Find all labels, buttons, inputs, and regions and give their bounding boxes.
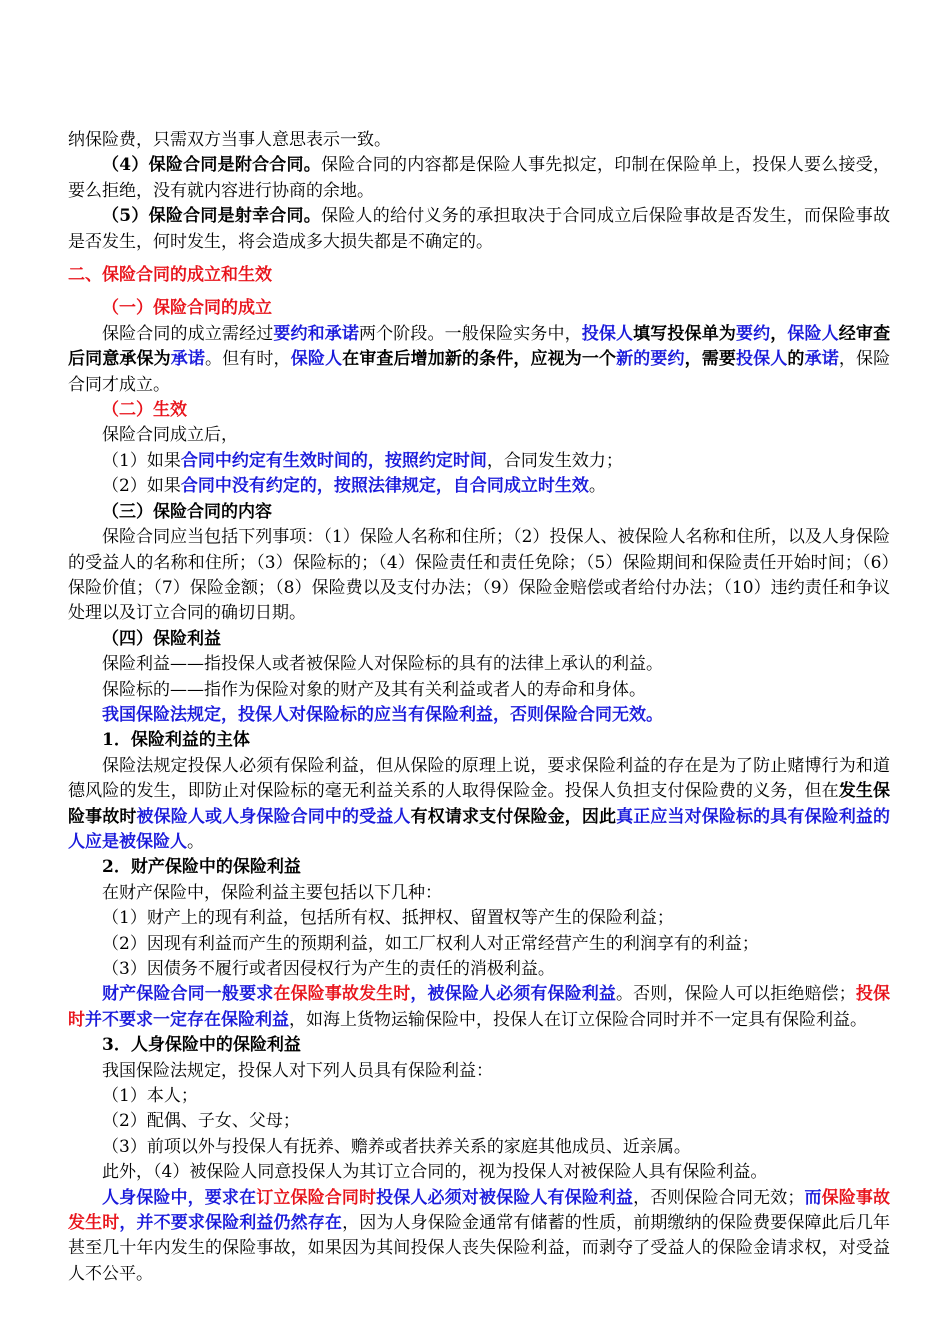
text-run: ，否则保险合同无效；	[633, 1187, 805, 1208]
text-run: 。否则，保险人可以拒绝赔偿；	[616, 984, 856, 1005]
text-run: ，因为人身保险金通常有储蓄的性质，前期缴纳的保险费要保障此后几年甚至几十年内发生的保险事故，如果因为其间投保人丧失保险利益，而剥夺了受益人的保险金请求权，对受益人不公平。	[68, 1213, 891, 1284]
text-run: （1）如果	[102, 450, 181, 471]
paragraph	[68, 153, 890, 204]
paragraph	[68, 932, 890, 957]
text-run: （1）本人；	[102, 1086, 198, 1107]
text-run: 。	[187, 831, 204, 852]
text-run: 真正应当对保险标的具有保险利益的人应是被保险人	[68, 806, 891, 852]
paragraph	[68, 982, 890, 1033]
text-run: ，合同发生效力；	[486, 450, 623, 471]
text-run: （四）保险利益	[102, 628, 221, 649]
paragraph	[68, 627, 890, 652]
text-run: 要约	[735, 323, 771, 344]
text-run: 合同中没有约定的，按照法律规定，自合同成立时生效	[180, 476, 589, 497]
text-run: 。但有时，	[205, 349, 291, 370]
text-run: 财产保险合同一般要求	[102, 984, 274, 1005]
paragraph	[68, 449, 890, 474]
text-run: 订立保险合同时	[256, 1187, 377, 1208]
text-run: 我国保险法规定，投保人对下列人员具有保险利益：	[102, 1060, 493, 1081]
text-run: （3）因债务不履行或者因侵权行为产生的责任的消极利益。	[102, 959, 555, 979]
text-run: 在保险事故发生时	[273, 984, 411, 1005]
paragraph	[68, 728, 890, 753]
text-run: （2）如果	[102, 476, 181, 497]
text-run: 经审查后同意承保为	[68, 323, 891, 370]
paragraph	[68, 474, 890, 499]
paragraph	[68, 525, 890, 627]
text-run: 1．保险利益的主体	[102, 730, 250, 751]
paragraph	[68, 906, 890, 931]
text-run: 保险合同的内容都是保险人事先拟定，印制在保险单上，投保人要么接受，要么拒绝，没有就内容进行协商的余地。	[68, 155, 891, 201]
paragraph	[68, 678, 890, 703]
paragraph	[68, 322, 890, 398]
text-run: 合同中约定有生效时间的，按照约定时间	[180, 450, 487, 471]
paragraph	[68, 652, 890, 677]
text-run: 投保人	[736, 349, 788, 370]
paragraph	[68, 855, 890, 880]
text-run: 有权请求支付保险金，因此	[410, 806, 617, 827]
text-run: 投保人必须对被保险人有保险利益	[376, 1187, 634, 1208]
paragraph	[68, 1186, 890, 1288]
text-run: 在财产保险中，保险利益主要包括以下几种：	[102, 882, 442, 903]
text-run: 保险合同成立后，	[102, 425, 238, 446]
paragraph	[68, 1033, 890, 1058]
text-run: 保险人	[290, 349, 343, 370]
paragraph	[68, 128, 890, 153]
text-run: 2．财产保险中的保险利益	[102, 857, 301, 878]
text-run: 保险事故发生时	[68, 1187, 891, 1234]
text-run: 投保时	[68, 984, 891, 1030]
paragraph	[68, 263, 890, 288]
text-run: 保险标的——指作为保险对象的财产及其有关利益或者人的寿命和身体。	[102, 679, 646, 700]
paragraph	[68, 881, 890, 906]
text-run: 3．人身保险中的保险利益	[102, 1035, 301, 1056]
text-run: 纳保险费，只需双方当事人意思表示一致。	[68, 130, 391, 150]
text-run: 此外，（4）被保险人同意投保人为其订立合同的，视为投保人对被保险人具有保险利益。	[102, 1162, 768, 1183]
text-run: （4）保险合同是附合合同。	[102, 155, 322, 176]
text-run: ，如海上货物运输保险中，投保人在订立保险合同时并不一定具有保险利益。	[289, 1009, 867, 1030]
text-run: ，并不要求保险利益仍然存在	[119, 1213, 343, 1234]
text-run: 保险合同的成立需经过	[102, 323, 274, 344]
text-run: 承诺	[170, 349, 206, 370]
text-run: （二）生效	[102, 400, 187, 421]
document-page	[68, 128, 890, 1287]
text-run: 承诺	[804, 349, 839, 370]
paragraph	[68, 754, 890, 856]
text-run: （一）保险合同的成立	[102, 298, 272, 319]
text-run: （2）配偶、子女、父母；	[102, 1111, 300, 1132]
text-run: 填写投保单为	[633, 323, 736, 344]
text-run: （3）前项以外与投保人有抚养、赡养或者扶养关系的家庭其他成员、近亲属。	[102, 1136, 691, 1157]
text-run: 我国保险法规定，投保人对保险标的应当有保险利益，否则保险合同无效。	[102, 704, 663, 725]
text-run: ，需要	[684, 349, 737, 370]
text-run: 保险人的给付义务的承担取决于合同成立后保险事故是否发生，而保险事故是否发生，何时发生，将会造成多大损失都是不确定的。	[68, 206, 891, 252]
text-run: 保险利益——指投保人或者被保险人对保险标的具有的法律上承认的利益。	[102, 654, 663, 675]
paragraph	[68, 500, 890, 525]
text-run: ，	[770, 323, 788, 344]
text-run: ，被保险人必须有保险利益	[410, 984, 617, 1005]
paragraph	[68, 296, 890, 321]
text-run: 被保险人或人身保险合同中的受益人	[136, 806, 411, 827]
paragraph	[68, 1109, 890, 1134]
text-run: 保险人	[787, 323, 839, 344]
paragraph	[68, 1084, 890, 1109]
paragraph	[68, 398, 890, 423]
text-run: ，保险合同才成立。	[68, 349, 891, 395]
text-run: 保险合同应当包括下列事项：（1）保险人名称和住所；（2）投保人、被保险人名称和住所，以及人身保险的受益人的名称和住所；（3）保险标的；（4）保险责任和责任免除；（5）保险期间和保险责任开始时间；（6）保险价值；（7）保险金额；（8）保险费以及支付办法；（9）保险金赔偿或者给付办法；（10）违约责任和争议处理以及订立合同的确切日期。	[68, 527, 890, 624]
text-run: （1）财产上的现有利益，包括所有权、抵押权、留置权等产生的保险利益；	[102, 908, 674, 929]
paragraph	[68, 703, 890, 728]
paragraph	[68, 1160, 890, 1185]
text-run: 人身保险中，要求在	[102, 1187, 257, 1208]
text-run: （三）保险合同的内容	[102, 501, 272, 522]
text-run: （5）保险合同是射幸合同。	[102, 206, 322, 227]
paragraph	[68, 204, 890, 255]
text-run: 新的要约	[616, 349, 685, 370]
text-run: 在审查后增加新的条件，应视为一个	[342, 349, 617, 370]
paragraph	[68, 1059, 890, 1084]
text-run: 发生保险事故时	[68, 781, 891, 827]
text-run: 保险法规定投保人必须有保险利益，但从保险的原理上说，要求保险利益的存在是为了防止赌博行为和道德风险的发生，即防止对保险标的毫无利益关系的人取得保险金。投保人负担支付保险费的义务，但在	[68, 755, 890, 802]
text-run: 两个阶段。一般保险实务中，	[359, 323, 582, 344]
text-run: 二、保险合同的成立和生效	[68, 265, 272, 286]
paragraph	[68, 957, 890, 982]
text-run: （2）因现有利益而产生的预期利益，如工厂权利人对正常经营产生的利润享有的利益；	[102, 933, 759, 954]
text-run: 投保人	[581, 323, 634, 344]
paragraph	[68, 423, 890, 448]
text-run: 要约和承诺	[273, 323, 360, 344]
paragraph	[68, 1135, 890, 1160]
text-run: 的	[787, 349, 805, 370]
text-run: 而	[804, 1187, 822, 1208]
text-run: 并不要求一定存在保险利益	[85, 1009, 289, 1030]
text-run: 。	[588, 476, 606, 497]
